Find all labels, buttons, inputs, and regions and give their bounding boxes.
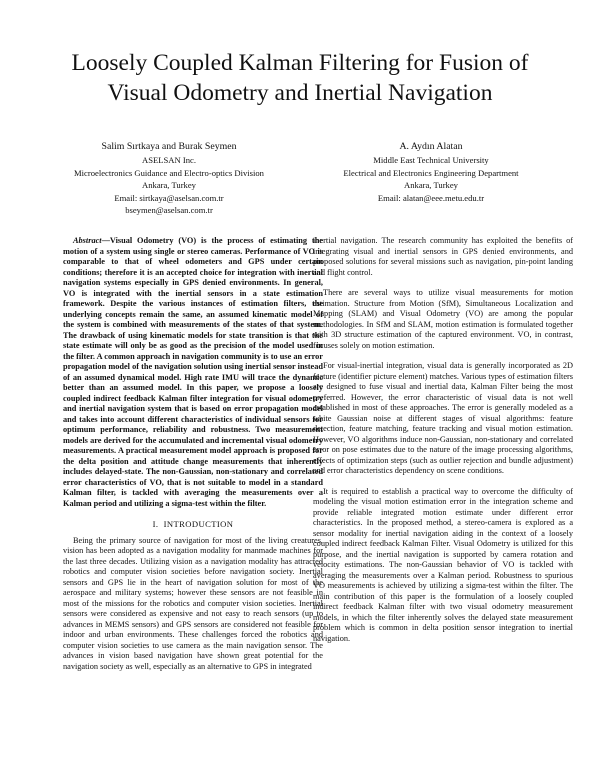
intro-paragraph-continued: inertial navigation. The research community has exploited the benefits of integrating visual and inertial sensors in GPS denied environments, and proposed solutions for several missions such as navigation, pin-point landing and flight control.	[313, 236, 573, 277]
section-number: I.	[152, 519, 159, 529]
author-city: Ankara, Turkey	[142, 180, 196, 190]
author-block-1	[44, 140, 294, 217]
left-column	[63, 236, 323, 672]
author-email-2: bseymen@aselsan.com.tr	[125, 205, 213, 215]
abstract-text: —Visual Odometry (VO) is the process of estimating the motion of a system using single or stereo cameras. Performance of VO is comparable to that of wheel odometers and GPS under certain conditions; therefore it is an accepted choice for integration with inertial navigation systems especially in GPS denied environments. In general, VO is integrated with the inertial sensors in a state estimation framework. Despite the various instances of estimation filters, the underlying concepts remain the same, an assumed kinematic model of the system is combined with measurements of the states of that system. The drawback of using kinematic models for state transition is that the state estimate will only be as good as the precision of the model used in the filter. A common approach in navigation community is to use an error propagation model of the navigation solution using inertial sensor instead of an assumed dynamical model. High rate IMU will trace the dynamic better than an assumed model. In this paper, we propose a loosely coupled indirect feedback Kalman filter integration for visual odometry and inertial navigation system that is based on error propagation model and takes into account different characteristics of individual sensors for optimum performance, reliability and robustness. Two measurement models are derived for the accumulated and incremental visual odometry measurements. A practical measurement model approach is proposed for the delta position and attitude change measurements that inherently includes delayed-state. The non-Gaussian, non-stationary and correlated error characteristics of VO, that is not suitable to model in a standard Kalman filter, is tackled with averaging the measurements over a Kalman period and utilizing a sigma-test within the filter.	[63, 236, 323, 508]
intro-paragraph-3: For visual-inertial integration, visual data is generally incorporated as 2D feature (identifier picture element) matches. Various types of estimation filters are designed to fuse visual and inertial data, Kalman Filter being the most preferred. However, the error characteristic of visual data is not well established in most of these approaches. The error is generally modeled as a white Gaussian noise at different stages of visual algorithms: feature detection, feature matching, feature tracking and visual motion estimation. However, VO algorithms induce non-Gaussian, non-stationary and correlated error on pose estimates due to the nature of the image processing algorithms, effects of optimization steps (such as outlier rejection and bundle adjustment) and error characteristics dependency on scene conditions.	[313, 361, 573, 475]
section-title-rest: NTRODUCTION	[166, 519, 234, 529]
intro-paragraph-4: It is required to establish a practical way to overcome the difficulty of modeling the visual motion estimation error in the integration scheme and provide reliable integrated motion estimate under different error characteristics. In the proposed method, a stereo-camera is explored as a sensor modality for inertial navigation aiding in the context of a loosely coupled indirect feedback Kalman Filter. Visual Odometry is utilized for this purpose, and the inertial navigation is supported by camera rotation and velocity estimations. The non-Gaussian behavior of VO is tackled with averaging the measurements over a Kalman period. Robustness to spurious VO measurements is achieved by utilizing a sigma-test within the filter. The main contribution of this paper is the formulation of a loosely coupled indirect feedback Kalman filter with two visual odometry measurement models, in which the filter inherently solves the delayed state measurement problem which is common in delta position sensor integration to inertial navigation.	[313, 486, 573, 643]
author-city: Ankara, Turkey	[404, 180, 458, 190]
abstract-label: Abstract	[73, 236, 102, 245]
section-first-letter: I	[163, 519, 167, 529]
author-email: Email: sirtkaya@aselsan.com.tr	[114, 192, 224, 203]
paper-title	[30, 48, 570, 108]
intro-paragraph-2: There are several ways to utilize visual measurements for motion estimation. Structure from Motion (SfM), Simultaneous Localization and Mapping (SLAM) and Visual Odometry (VO) are among the popular methodologies. In SfM and SLAM, motion estimation is formulated together with 3D structure estimation of the captured environment. VO, in contrast, focuses solely on motion estimation.	[313, 288, 573, 350]
author-dept: Electrical and Electronics Engineering Department	[343, 167, 519, 178]
title-line-1: Loosely Coupled Kalman Filtering for Fusion of	[71, 50, 529, 76]
author-name: A. Aydın Alatan	[399, 141, 463, 152]
author-block-2	[306, 140, 556, 204]
title-line-2: Visual Odometry and Inertial Navigation	[107, 80, 493, 106]
author-email: Email: alatan@eee.metu.edu.tr	[377, 192, 485, 203]
right-column	[313, 236, 573, 644]
intro-paragraph-1: Being the primary source of navigation for most of the living creatures, vision has been adopted as a navigation modality for manmade machines for the last three decades. Utilizing vision as a navigation modality has attracted robotics and computer vision societies before navigation society. Inertial sensors and GPS lie in the heart of navigation solution for most of the aerospace and military systems; however these sensors are not feasible in most of the missions for the robotics and computer vision societies. Inertial sensors were considered as expensive and not easy to reach sensors (up to advances in MEMS sensors) and GPS sensors are considered not feasible for indoor and urban environments. These challenges forced the robotics and computer vision societies to use camera as the main navigation sensor. The advances in vision based navigation have shown great potential for the navigation society as well, especially as an alternative to GPS in integrated	[63, 535, 323, 671]
section-heading-introduction	[63, 519, 323, 530]
author-dept: Microelectronics Guidance and Electro-optics Division	[74, 167, 264, 178]
author-org: ASELSAN Inc.	[142, 155, 196, 165]
author-name: Salim Sırtkaya and Burak Seymen	[101, 141, 237, 152]
abstract	[63, 236, 323, 509]
author-org: Middle East Technical University	[373, 155, 489, 165]
